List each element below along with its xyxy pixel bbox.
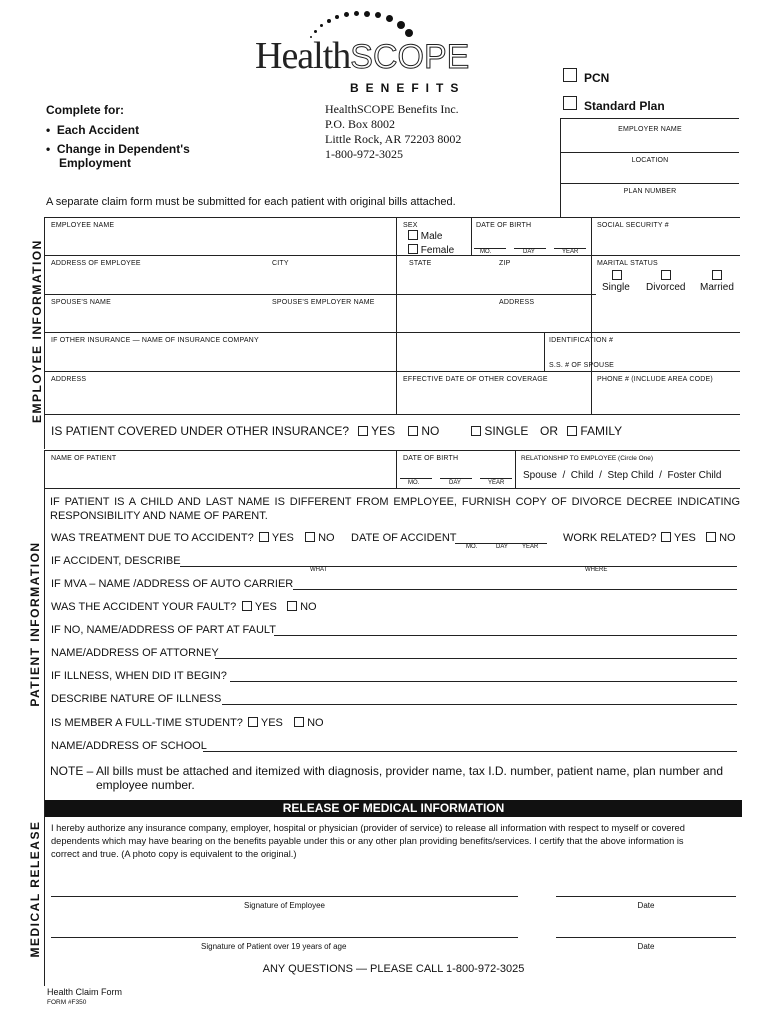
insurance-address-label: ADDRESS [51, 376, 87, 383]
form-number: FORM #F350 [47, 999, 87, 1006]
pcn-label: PCN [584, 71, 610, 85]
where-label: WHERE [585, 567, 608, 573]
covered-single-option[interactable]: SINGLE [471, 424, 528, 438]
illness-begin-label: IF ILLNESS, WHEN DID IT BEGIN? [51, 670, 227, 682]
bills-note: NOTE – All bills must be attached and itemized with diagnosis, provider name, tax I.D. number, patient name, plan number and employee number. [50, 764, 724, 792]
party-at-fault-field[interactable] [274, 635, 737, 636]
complete-for-title: Complete for: [46, 103, 124, 117]
accident-describe-field[interactable] [180, 566, 737, 567]
attorney-label: NAME/ADDRESS OF ATTORNEY [51, 647, 219, 659]
child-note: IF PATIENT IS A CHILD AND LAST NAME IS DIFFERENT FROM EMPLOYEE, FURNISH COPY OF DIVORCE DECREE INDICATING RESPONSIBILITY AND NAME OF PARENT. [50, 496, 740, 522]
your-fault-question: WAS THE ACCIDENT YOUR FAULT? [51, 601, 237, 613]
plan-info-box [560, 118, 739, 218]
fault-yes-option[interactable]: YES [242, 601, 277, 613]
employee-dob-mo: MO. [480, 249, 492, 255]
treatment-yes-option[interactable]: YES [259, 532, 294, 544]
married-checkbox[interactable] [712, 270, 722, 280]
patient-section-label: PATIENT INFORMATION [28, 541, 42, 707]
nature-illness-label: DESCRIBE NATURE OF ILLNESS [51, 693, 222, 705]
phone-label: PHONE # (INCLUDE AREA CODE) [597, 376, 713, 383]
patient-dob-day: DAY [449, 480, 461, 486]
standard-plan-checkbox[interactable] [563, 96, 577, 110]
complete-for-item-1: • Each Accident [46, 123, 140, 137]
pcn-checkbox[interactable] [563, 68, 577, 82]
employee-address-label: ADDRESS OF EMPLOYEE [51, 260, 141, 267]
employee-name-label: EMPLOYEE NAME [51, 222, 115, 229]
spouse-employer-label: SPOUSE'S EMPLOYER NAME [272, 299, 375, 306]
separate-claim-note: A separate claim form must be submitted for each patient with original bills attached. [46, 196, 456, 208]
mva-field[interactable] [293, 589, 737, 590]
work-related-yes-option[interactable]: YES [661, 532, 696, 544]
patient-dob-label: DATE OF BIRTH [403, 455, 459, 462]
fault-no-option[interactable]: NO [287, 601, 317, 613]
release-title-bar [45, 800, 742, 817]
relationship-options[interactable]: Spouse / Child / Step Child / Foster Child [523, 470, 722, 481]
patient-name-label: NAME OF PATIENT [51, 455, 117, 462]
accident-mo: MO. [466, 544, 478, 550]
relationship-label: RELATIONSHIP TO EMPLOYEE (Circle One) [521, 455, 654, 462]
covered-no-option[interactable]: NO [408, 424, 439, 438]
if-no-fault-label: IF NO, NAME/ADDRESS OF PART AT FAULT [51, 624, 276, 636]
employee-dob-label: DATE OF BIRTH [476, 222, 532, 229]
single-checkbox[interactable] [612, 270, 622, 280]
covered-question: IS PATIENT COVERED UNDER OTHER INSURANCE? [51, 424, 350, 438]
employee-signature-label: Signature of Employee [244, 901, 325, 910]
divorced-label: Divorced [646, 282, 686, 293]
employer-name-label: EMPLOYER NAME [618, 126, 682, 133]
medical-release-section-label: MEDICAL RELEASE [28, 820, 42, 958]
spouse-address-label: ADDRESS [499, 299, 535, 306]
treatment-no-option[interactable]: NO [305, 532, 335, 544]
if-accident-label: IF ACCIDENT, DESCRIBE [51, 555, 181, 567]
employee-dob-day: DAY [523, 249, 535, 255]
patient-signature-field[interactable] [51, 937, 518, 938]
complete-for-item-2b: Employment [59, 156, 132, 170]
release-title: RELEASE OF MEDICAL INFORMATION [282, 801, 505, 815]
questions-line: ANY QUESTIONS — PLEASE CALL 1-800-972-3025 [262, 963, 525, 975]
covered-family-option[interactable]: FAMILY [567, 424, 622, 438]
effective-date-label: EFFECTIVE DATE OF OTHER COVERAGE [403, 376, 548, 383]
city-label: CITY [272, 260, 289, 267]
complete-for-item-2: • Change in Dependent's [46, 142, 190, 156]
patient-date-field[interactable] [556, 937, 736, 938]
attorney-field[interactable] [215, 658, 737, 659]
covered-yes-option[interactable]: YES [358, 424, 395, 438]
divorced-checkbox[interactable] [661, 270, 671, 280]
illness-begin-field[interactable] [230, 681, 737, 682]
student-yes-option[interactable]: YES [248, 717, 283, 729]
spouse-name-label: SPOUSE'S NAME [51, 299, 111, 306]
student-no-option[interactable]: NO [294, 717, 324, 729]
school-label: NAME/ADDRESS OF SCHOOL [51, 740, 207, 752]
plan-number-label: PLAN NUMBER [623, 188, 677, 195]
patient-signature-label: Signature of Patient over 19 years of age [201, 942, 347, 951]
sex-female-option[interactable]: Female [408, 244, 454, 256]
sex-label: SEX [403, 222, 418, 229]
patient-dob-mo: MO. [408, 480, 420, 486]
ss-spouse-label: S.S. # OF SPOUSE [549, 362, 615, 369]
location-label: LOCATION [631, 157, 669, 164]
employee-signature-field[interactable] [51, 896, 518, 897]
marital-status-label: MARITAL STATUS [597, 260, 658, 267]
accident-year: YEAR [522, 544, 539, 550]
employee-date-label: Date [637, 901, 655, 910]
school-field[interactable] [203, 751, 737, 752]
logo-wordmark: HealthSCOPE [255, 35, 470, 77]
employee-section-label: EMPLOYEE INFORMATION [30, 239, 44, 423]
married-label: Married [700, 282, 734, 293]
if-mva-label: IF MVA – NAME /ADDRESS OF AUTO CARRIER [51, 578, 294, 590]
work-related-label: WORK RELATED? [563, 532, 657, 544]
student-question: IS MEMBER A FULL-TIME STUDENT? [51, 717, 243, 729]
accident-day: DAY [496, 544, 508, 550]
treatment-accident-question: WAS TREATMENT DUE TO ACCIDENT? [51, 532, 254, 544]
covered-or-text: OR [540, 424, 558, 438]
release-text: I hereby authorize any insurance company, employer, hospital or physician (provider of service) to release all information with respect to myself or covered dependents which may have bearing on the benefits payable under this or any other plan providing benefits/services. I certify that the above information is correct and true. (A photo copy is equivalent to the original.) [51, 823, 685, 859]
nature-illness-field[interactable] [222, 704, 737, 705]
state-label: STATE [409, 260, 432, 267]
employee-date-field[interactable] [556, 896, 736, 897]
what-label: WHAT [310, 567, 328, 573]
sex-male-option[interactable]: Male [408, 230, 442, 242]
form-title: Health Claim Form [47, 987, 123, 997]
zip-label: ZIP [499, 260, 511, 267]
logo-benefits: BENEFITS [350, 81, 466, 95]
patient-dob-year: YEAR [488, 480, 505, 486]
work-related-no-option[interactable]: NO [706, 532, 736, 544]
company-address: HealthSCOPE Benefits Inc. P.O. Box 8002 Little Rock, AR 72203 8002 1-800-972-3025 [325, 102, 462, 161]
employee-dob-year: YEAR [562, 249, 579, 255]
identification-label: IDENTIFICATION # [549, 337, 614, 344]
single-label: Single [602, 282, 630, 293]
ssn-label: SOCIAL SECURITY # [597, 222, 669, 229]
other-insurance-label: IF OTHER INSURANCE — NAME OF INSURANCE COMPANY [51, 337, 259, 344]
patient-date-label: Date [637, 942, 655, 951]
date-of-accident-label: DATE OF ACCIDENT [351, 532, 457, 544]
standard-plan-label: Standard Plan [584, 99, 665, 113]
